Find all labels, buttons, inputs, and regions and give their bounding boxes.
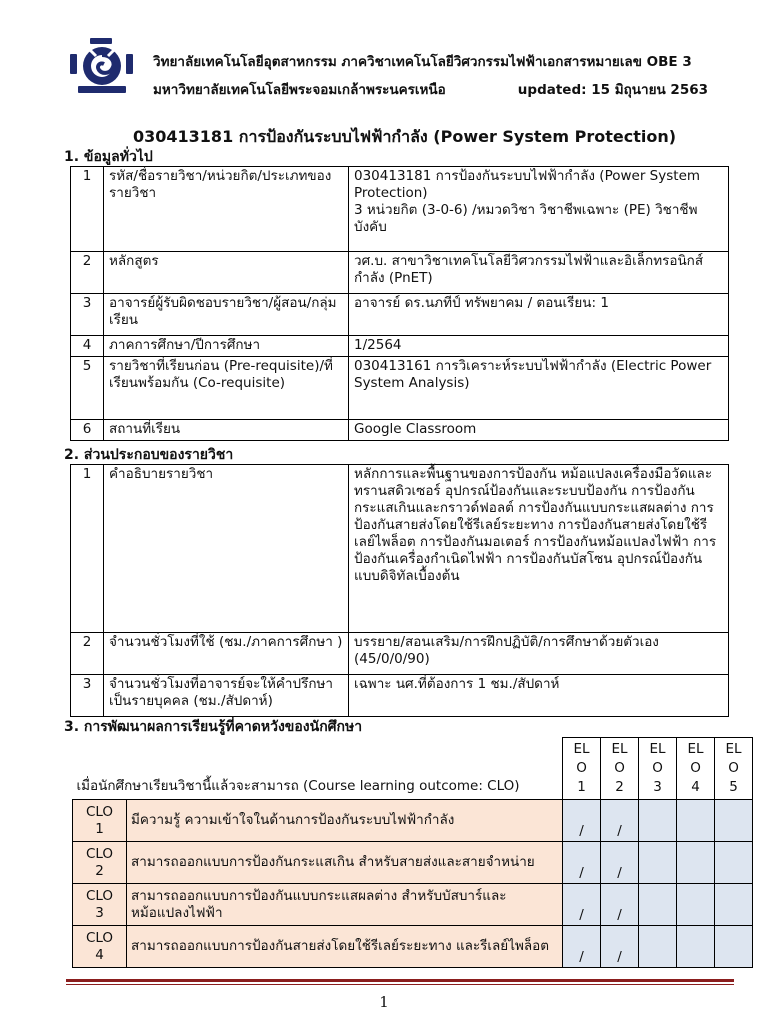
header-university: มหาวิทยาลัยเทคโนโลยีพระจอมเกล้าพระนครเหนือ	[153, 82, 446, 98]
page-number: 1	[379, 993, 389, 1011]
clo-id: CLO 1	[73, 800, 127, 842]
elo-header: EL O 4	[677, 738, 715, 800]
clo-row	[73, 926, 753, 968]
elo-header: EL O 1	[563, 738, 601, 800]
elo-mark: /	[601, 800, 639, 842]
table-row	[71, 465, 729, 633]
elo-header: EL O 3	[639, 738, 677, 800]
table-row	[71, 633, 729, 675]
clo-intro: เมื่อนักศึกษาเรียนวิชานี้แล้วจะสามารถ (Course learning outcome: CLO)	[76, 778, 520, 794]
row-number: 3	[71, 675, 104, 717]
row-number: 3	[71, 294, 104, 336]
general-info-table	[70, 166, 729, 441]
table-row	[71, 336, 729, 357]
row-label: จำนวนชั่วโมงที่อาจารย์จะให้คำปรึกษาเป็นรายบุคคล (ชม./สัปดาห์)	[104, 675, 349, 717]
elo-mark: /	[563, 800, 601, 842]
table-row	[71, 675, 729, 717]
elo-mark: /	[563, 842, 601, 884]
row-value: 1/2564	[349, 336, 729, 357]
header-updated: updated: 15 มิถุนายน 2563	[517, 82, 708, 98]
row-label: ภาคการศึกษา/ปีการศึกษา	[104, 336, 349, 357]
header-line-2	[153, 78, 708, 100]
section-1-heading: 1. ข้อมูลทั่วไป	[64, 149, 153, 165]
footer-rule	[66, 979, 734, 982]
university-logo-icon	[66, 36, 138, 98]
table-row	[71, 294, 729, 336]
row-number: 4	[71, 336, 104, 357]
clo-id: CLO 4	[73, 926, 127, 968]
elo-mark	[639, 800, 677, 842]
section-3-heading: 3. การพัฒนาผลการเรียนรู้ที่คาดหวังของนักศึกษา	[64, 719, 363, 735]
clo-text: สามารถออกแบบการป้องกันแบบกระแสผลต่าง สำหรับบัสบาร์และหม้อแปลงไฟฟ้า	[127, 884, 563, 926]
clo-text: สามารถออกแบบการป้องกันกระแสเกิน สำหรับสายส่งและสายจำหน่าย	[127, 842, 563, 884]
table-row	[71, 357, 729, 420]
clo-row	[73, 800, 753, 842]
row-value: 030413181 การป้องกันระบบไฟฟ้ากำลัง (Power System Protection) 3 หน่วยกิต (3-0-6) /หมวดวิชา วิชาชีพเฉพาะ (PE) วิชาชีพบังคับ	[349, 167, 729, 252]
row-label: คำอธิบายรายวิชา	[104, 465, 349, 633]
elo-mark	[639, 884, 677, 926]
elo-mark	[715, 842, 753, 884]
table-row	[71, 167, 729, 252]
row-label: รายวิชาที่เรียนก่อน (Pre-requisite)/ที่เรียนพร้อมกัน (Co-requisite)	[104, 357, 349, 420]
clo-table	[72, 737, 753, 968]
header-line-1: วิทยาลัยเทคโนโลยีอุตสาหกรรม ภาควิชาเทคโนโลยีวิศวกรรมไฟฟ้าเอกสารหมายเลข OBE 3	[153, 54, 692, 70]
clo-text: สามารถออกแบบการป้องกันสายส่งโดยใช้รีเลย์ระยะทาง และรีเลย์ไพล็อต	[127, 926, 563, 968]
clo-row	[73, 884, 753, 926]
elo-mark	[639, 842, 677, 884]
elo-mark	[715, 800, 753, 842]
footer-rule-thin	[66, 984, 734, 985]
clo-text: มีความรู้ ความเข้าใจในด้านการป้องกันระบบไฟฟ้ากำลัง	[127, 800, 563, 842]
table-row	[71, 252, 729, 294]
clo-row	[73, 842, 753, 884]
section-2-heading: 2. ส่วนประกอบของรายวิชา	[64, 447, 234, 463]
clo-id: CLO 3	[73, 884, 127, 926]
elo-mark	[677, 842, 715, 884]
elo-mark	[677, 800, 715, 842]
row-label: จำนวนชั่วโมงที่ใช้ (ชม./ภาคการศึกษา )	[104, 633, 349, 675]
row-value: Google Classroom	[349, 420, 729, 441]
elo-mark	[715, 884, 753, 926]
elo-header: EL O 5	[715, 738, 753, 800]
row-label: รหัส/ชื่อรายวิชา/หน่วยกิต/ประเภทของรายวิชา	[104, 167, 349, 252]
row-number: 2	[71, 633, 104, 675]
course-components-table	[70, 464, 729, 717]
elo-mark: /	[563, 926, 601, 968]
row-label: สถานที่เรียน	[104, 420, 349, 441]
row-number: 5	[71, 357, 104, 420]
elo-mark	[715, 926, 753, 968]
row-label: อาจารย์ผู้รับผิดชอบรายวิชา/ผู้สอน/กลุ่มเรียน	[104, 294, 349, 336]
row-value: วศ.บ. สาขาวิชาเทคโนโลยีวิศวกรรมไฟฟ้าและอิเล็กทรอนิกส์กำลัง (PnET)	[349, 252, 729, 294]
elo-mark: /	[563, 884, 601, 926]
course-title: 030413181 การป้องกันระบบไฟฟ้ากำลัง (Power System Protection)	[133, 127, 677, 146]
row-value: 030413161 การวิเคราะห์ระบบไฟฟ้ากำลัง (Electric Power System Analysis)	[349, 357, 729, 420]
elo-header: EL O 2	[601, 738, 639, 800]
elo-mark	[639, 926, 677, 968]
clo-id: CLO 2	[73, 842, 127, 884]
row-number: 1	[71, 167, 104, 252]
row-value: บรรยาย/สอนเสริม/การฝึกปฏิบัติ/การศึกษาด้วยตัวเอง (45/0/0/90)	[349, 633, 729, 675]
elo-mark: /	[601, 926, 639, 968]
elo-mark: /	[601, 842, 639, 884]
row-number: 1	[71, 465, 104, 633]
row-number: 2	[71, 252, 104, 294]
row-value: หลักการและพื้นฐานของการป้องกัน หม้อแปลงเครื่องมือวัดและทรานสดิวเซอร์ อุปกรณ์ป้องกันและระบบป้องกัน การป้องกันกระแสเกินและกราวด์ฟอลต์ การป้องกันแบบกระแสผลต่าง การป้องกันสายส่งโดยใช้รีเลย์ระยะทาง การป้องกันสายส่งโดยใช้รีเลย์ไพล็อต การป้องกันมอเตอร์ การป้องกันหม้อแปลงไฟฟ้า การป้องกันเครื่องกำเนิดไฟฟ้า การป้องกันบัสโซน อุปกรณ์ป้องกันแบบดิจิทัลเบื้องต้น	[349, 465, 729, 633]
table-row	[71, 420, 729, 441]
row-value: อาจารย์ ดร.นภทีป์ ทรัพยาคม / ตอนเรียน: 1	[349, 294, 729, 336]
row-value: เฉพาะ นศ.ที่ต้องการ 1 ชม./สัปดาห์	[349, 675, 729, 717]
elo-mark	[677, 926, 715, 968]
row-number: 6	[71, 420, 104, 441]
elo-mark	[677, 884, 715, 926]
row-label: หลักสูตร	[104, 252, 349, 294]
elo-mark: /	[601, 884, 639, 926]
